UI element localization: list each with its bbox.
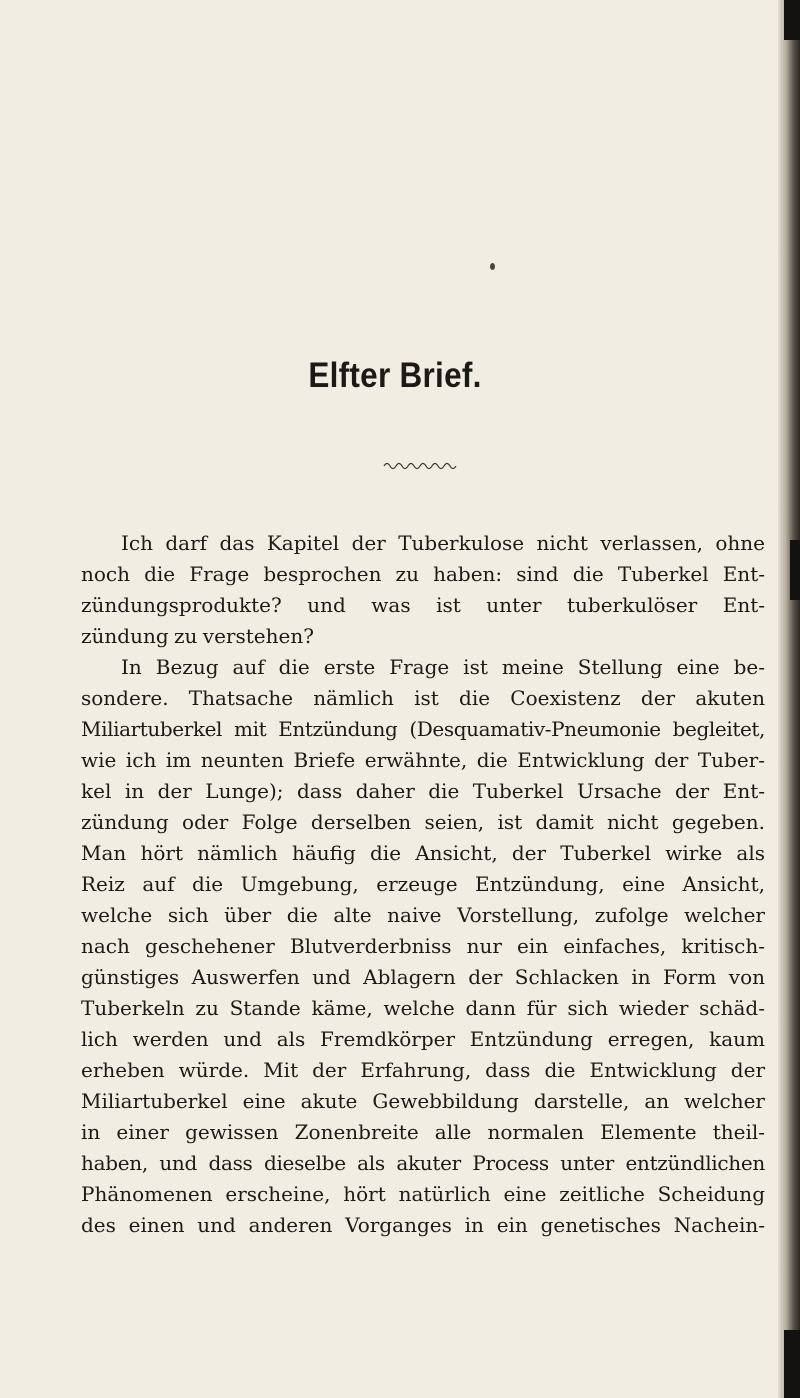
page-edge-dark-band	[784, 0, 800, 40]
paragraph-2	[81, 652, 765, 1241]
page-edge-dark-band	[790, 540, 800, 600]
paragraph-1	[81, 528, 765, 652]
text-line: Reiz auf die Umgebung, erzeuge Entzündung, eine Ansicht,	[81, 872, 765, 896]
page-edge-shadow	[778, 0, 800, 1398]
text-line: Man hört nämlich häufig die Ansicht, der Tuberkel wirke als	[81, 841, 765, 865]
text-line: sondere. Thatsache nämlich ist die Coexistenz der akuten	[81, 686, 765, 710]
text-line: des einen und anderen Vorganges in ein genetisches Nachein-	[81, 1213, 765, 1237]
text-line: in einer gewissen Zonenbreite alle normalen Elemente theil-	[81, 1120, 765, 1144]
text-line: zündung zu verstehen?	[81, 624, 314, 648]
text-line: kel in der Lunge); dass daher die Tuberkel Ursache der Ent-	[81, 779, 765, 803]
text-line: welche sich über die alte naive Vorstellung, zufolge welcher	[81, 903, 765, 927]
text-line: In Bezug auf die erste Frage ist meine Stellung eine be-	[121, 655, 765, 679]
text-line: haben, und dass dieselbe als akuter Process unter entzündlichen	[81, 1151, 765, 1175]
text-line: zündungsprodukte? und was ist unter tuberkulöser Ent-	[81, 593, 765, 617]
letter-body	[81, 528, 765, 1241]
text-line: günstiges Auswerfen und Ablagern der Schlacken in Form von	[81, 965, 765, 989]
text-line: Ich darf das Kapitel der Tuberkulose nicht verlassen, ohne	[121, 531, 765, 555]
text-line: Phänomenen erscheine, hört natürlich eine zeitliche Scheidung	[81, 1182, 765, 1206]
text-line: nach geschehener Blutverderbniss nur ein einfaches, kritisch-	[81, 934, 765, 958]
text-line: wie ich im neunten Briefe erwähnte, die Entwicklung der Tuber-	[81, 748, 765, 772]
text-line: noch die Frage besprochen zu haben: sind die Tuberkel Ent-	[81, 562, 765, 586]
text-line: erheben würde. Mit der Erfahrung, dass die Entwicklung der	[81, 1058, 765, 1082]
text-line: Miliartuberkel mit Entzündung (Desquamativ-Pneumonie begleitet,	[81, 717, 765, 741]
chapter-title: Elfter Brief.	[308, 356, 482, 395]
text-line: lich werden und als Fremdkörper Entzündung erregen, kaum	[81, 1027, 765, 1051]
ink-speck	[490, 263, 495, 270]
title-ornament	[383, 460, 459, 470]
text-line: zündung oder Folge derselben seien, ist damit nicht gegeben.	[81, 810, 765, 834]
text-line: Miliartuberkel eine akute Gewebbildung darstelle, an welcher	[81, 1089, 765, 1113]
page-edge-dark-band	[784, 1330, 800, 1398]
text-line: Tuberkeln zu Stande käme, welche dann für sich wieder schäd-	[81, 996, 765, 1020]
